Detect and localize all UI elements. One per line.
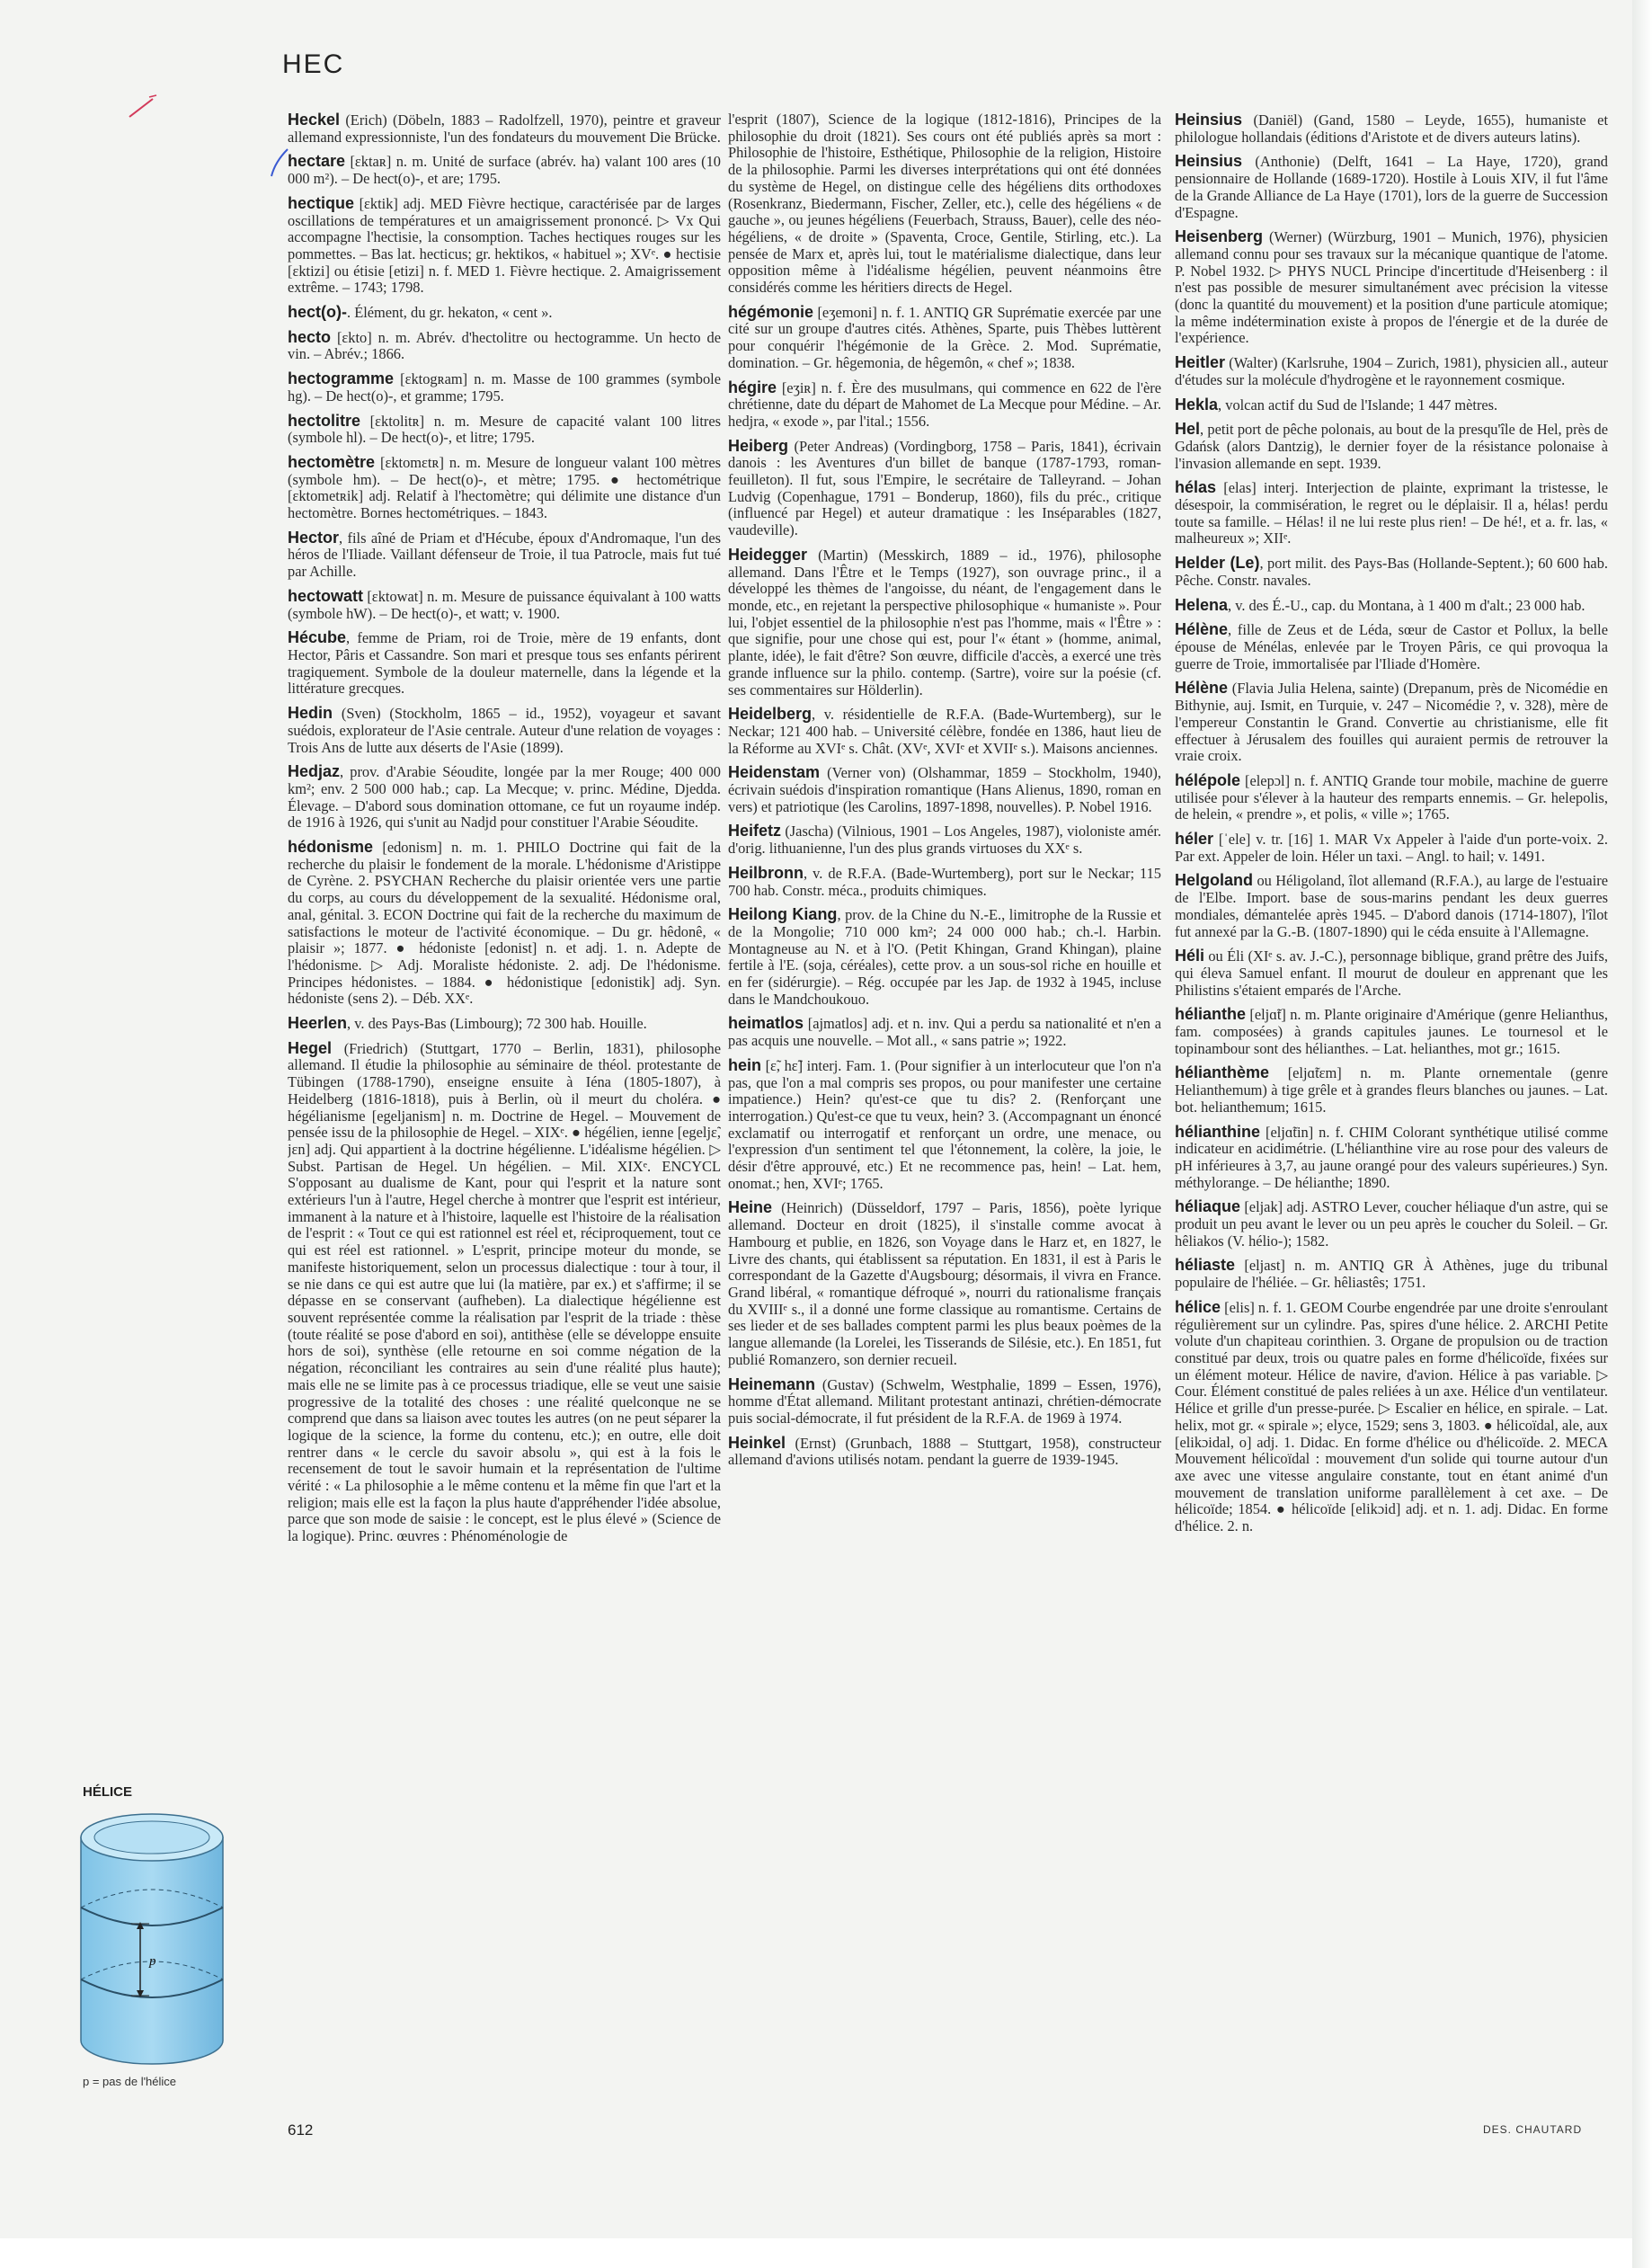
dictionary-entry: [288, 454, 721, 522]
entry-text: [ˈele] v. tr. [16] 1. MAR Vx Appeler à l'aide d'un porte-voix. 2. Par ext. Appeler de loin. Héler un taxi. – Angl. to hail; v. 1491.: [1175, 831, 1608, 865]
dictionary-entry: [288, 370, 721, 405]
page-edge: [1632, 0, 1652, 2268]
entry-headword: Hedin: [288, 704, 333, 723]
entry-headword: Heinkel: [728, 1433, 786, 1452]
figure-title: HÉLICE: [83, 1784, 133, 1800]
dictionary-entry: [1175, 831, 1608, 865]
entry-headword: Hedjaz: [288, 762, 341, 781]
dictionary-entry: [728, 906, 1161, 1008]
entry-headword: hélianthème: [1175, 1063, 1270, 1082]
entry-text: [ɛktogʀam] n. m. Masse de 100 grammes (symbole hg). – De hect(o)-, et gramme; 1795.: [288, 370, 721, 405]
entry-text: [eljak] adj. ASTRO Lever, coucher héliaque d'un astre, qui se produit un peu avant le lever ou un peu après le coucher du Soleil. – Gr. hêliakos (V. hélio-); 1582.: [1175, 1198, 1608, 1250]
entry-headword: hédonisme: [288, 838, 374, 857]
entry-text: [elas] interj. Interjection de plainte, exprimant la tristesse, le désespoir, la commisération, le regret ou le déplaisir. Il a, hélas! perdu toute sa famille. – Hélas! il ne lui reste plus rien! – De hé!, et a. fr. las, « malheureux »; XIIᵉ.: [1175, 479, 1608, 547]
entry-text: [ɛktik] adj. MED Fièvre hectique, caractérisée par de larges oscillations de températures et un amaigrissement prononcé. ▷ Vx Qui accompagne l'hectisie, la consomption. Taches hectiques rouges sur les pommettes. – Bas lat. hecticus; gr. hektikos, « habituel »; XVᵉ. ● hectisie [ɛktizi] ou étisie [etizi] n. f. MED 1. Fièvre hectique. 2. Amaigrissement extrême. – 1743; 1798.: [288, 194, 721, 297]
entry-text: [eljast] n. m. ANTIQ GR À Athènes, juge du tribunal populaire de l'héliée. – Gr. hêliastês; 1751.: [1175, 1257, 1608, 1292]
dictionary-entry: [1175, 597, 1608, 615]
entry-headword: hectare: [288, 152, 346, 171]
entry-headword: Heidelberg: [728, 705, 813, 724]
entry-headword: hecto: [288, 327, 332, 346]
entry-headword: héler: [1175, 830, 1214, 849]
column-2: [728, 111, 1161, 2098]
entry-headword: hélépole: [1175, 770, 1241, 789]
entry-headword: hectolitre: [288, 411, 361, 430]
dictionary-entry: [728, 1057, 1161, 1193]
entry-headword: hégire: [728, 378, 777, 396]
entry-headword: Hécube: [288, 628, 347, 647]
entry-text: [ajmatlos] adj. et n. inv. Qui a perdu sa nationalité et n'en a pas acquis une nouvelle. – Mot all., « sans patrie »; 1922.: [728, 1015, 1161, 1050]
entry-text: . Élément, du gr. hekaton, « cent ».: [347, 304, 553, 322]
dictionary-entry: [1175, 228, 1608, 347]
entry-headword: Heinsius: [1175, 111, 1243, 129]
entry-text: (Sven) (Stockholm, 1865 – id., 1952), voyageur et savant suédois, explorateur de l'Asie centrale. Auteur d'une relation de voyages : Trois Ans de lutte aux déserts de l'Asie (1899).: [288, 705, 721, 756]
entry-text: ou Héligoland, îlot allemand (R.F.A.), au large de l'estuaire de l'Elbe. Import. base de sous-marins pendant les deux guerres mondiales, démantelée après 1945. – D'abord danois (1714-1807), l'îlot fut annexé par la G.-B. (1807-1890) qui le céda ensuite à l'Allemagne.: [1175, 872, 1608, 940]
dictionary-entry: [1175, 421, 1608, 472]
entry-headword: hectomètre: [288, 452, 376, 471]
entry-text: , v. de R.F.A. (Bade-Wurtemberg), port sur le Neckar; 115 700 hab. Constr. méca., produits chimiques.: [728, 864, 1161, 899]
entry-headword: Heerlen: [288, 1014, 348, 1033]
dictionary-entry: [1175, 1257, 1608, 1291]
entry-headword: Heisenberg: [1175, 227, 1264, 246]
entry-headword: hein: [728, 1055, 762, 1074]
entry-text: (Daniël) (Gand, 1580 – Leyde, 1655), humaniste et philologue hollandais (éditions d'Aristote et de divers auteurs latins).: [1175, 111, 1608, 146]
entry-text: , v. des É.-U., cap. du Montana, à 1 400 m d'alt.; 23 000 hab.: [1228, 596, 1585, 614]
column-3: [1175, 111, 1608, 2098]
dictionary-entry: [288, 111, 721, 146]
entry-text: , port milit. des Pays-Bas (Hollande-Septent.); 60 600 hab. Pêche. Constr. navales.: [1175, 555, 1608, 589]
entry-text: (Ernst) (Grunbach, 1888 – Stuttgart, 1958), constructeur allemand d'avions utilisés notam. pendant la guerre de 1939-1945.: [728, 1434, 1161, 1469]
dictionary-entry: [1175, 772, 1608, 823]
entry-text: (Gustav) (Schwelm, Westphalie, 1899 – Essen, 1976), homme d'État allemand. Militant protestant antinazi, chrétien-démocrate puis social-démocrate, il fut président de la R.F.A. de 1969 à 1974.: [728, 1375, 1161, 1427]
entry-text: [ɛ̃, hɛ̃] interj. Fam. 1. (Pour signifier à un interlocuteur que l'on n'a pas, que l'on a mal compris ses propos, ou pour manifester une certaine impatience.) Hein? qu'est-ce que tu dis? 2. (Renforçant une interrogation.) Qu'est-ce que tu veux, hein? 3. (Accompagnant un énoncé exclamatif ou interrogatif et renforçant un ordre, une menace, ou l'expression d'un sentiment tel que l'étonnement, la colère, la joie, le désir d'être approuvé, etc.) Et ne recommence pas, hein! – Lat. hem, onomat.; hen, XVIᵉ; 1765.: [728, 1056, 1161, 1192]
dictionary-entry: [288, 629, 721, 698]
entry-headword: Heidegger: [728, 545, 808, 564]
entry-text: (Verner von) (Olshammar, 1859 – Stockholm, 1940), écrivain suédois d'inspiration romantique (Hans Alienus, 1890, roman en vers) et patriotique (les Carolins, 1897-1898, nouvelles). P. Nobel 1916.: [728, 764, 1161, 815]
entry-text: [eʒiʀ] n. f. Ère des musulmans, qui commence en 622 de l'ère chrétienne, date du départ de Mahomet de La Mecque pour Médine. – Ar. hedjra, « exode », par l'ital.; 1556.: [728, 378, 1161, 430]
entry-headword: hectique: [288, 193, 355, 212]
dictionary-entry: [1175, 1299, 1608, 1535]
dictionary-entry: [728, 111, 1161, 297]
entry-headword: hectogramme: [288, 369, 395, 388]
entry-headword: Hel: [1175, 420, 1201, 439]
entry-text: , prov. d'Arabie Séoudite, longée par la mer Rouge; 400 000 km²; env. 2 500 000 hab.; cap. La Mecque; v. princ. Médine, Djedda. Élevage. – D'abord sous domination ottomane, ce fut un royaume indép. de 1916 à 1926, qui s'unit au Nadjd pour constituer l'Arabie Séoudite.: [288, 763, 721, 832]
entry-headword: Heilbronn: [728, 863, 804, 882]
entry-headword: Heinemann: [728, 1374, 816, 1393]
illustration-credit: DES. CHAUTARD: [1483, 2123, 1583, 2136]
pen-mark-icon: [126, 90, 162, 126]
entry-headword: Heckel: [288, 111, 341, 129]
entry-headword: hect(o)-: [288, 303, 347, 322]
entry-text: [ɛkto] n. m. Abrév. d'hectolitre ou hectogramme. Un hecto de vin. – Abrév.; 1866.: [288, 328, 721, 363]
entry-headword: hélianthine: [1175, 1122, 1261, 1141]
dictionary-entry: [1175, 111, 1608, 146]
entry-text: , v. résidentielle de R.F.A. (Bade-Wurtemberg), sur le Neckar; 121 400 hab. – Université célèbre, fondée en 1386, haut lieu de la Réforme au XVIᵉ s. Chât. (XVᵉ, XVIᵉ et XVIIᵉ s.). Maisons anciennes.: [728, 706, 1161, 757]
dictionary-entry: [728, 1015, 1161, 1049]
entry-text: , petit port de pêche polonais, au bout de la presqu'île de Hel, près de Gdańsk (alors Dantzig), le dernier foyer de la résistance polonaise à l'invasion allemande en sept. 1939.: [1175, 421, 1608, 472]
dictionary-entry: [728, 865, 1161, 899]
dictionary-entry: [1175, 947, 1608, 999]
entry-text: (Walter) (Karlsruhe, 1904 – Zurich, 1981), physicien all., auteur d'études sur la molécule d'hydrogène et le rayonnement cosmique.: [1175, 354, 1608, 388]
entry-headword: Hector: [288, 528, 340, 547]
dictionary-entry: [1175, 872, 1608, 940]
entry-text: (Erich) (Döbeln, 1883 – Radolfzell, 1970), peintre et graveur allemand expressionniste, l'un des fondateurs du mouvement Die Brücke.: [288, 111, 721, 146]
entry-headword: héliaste: [1175, 1256, 1236, 1275]
entry-headword: Heiberg: [728, 436, 789, 455]
dictionary-entry: [288, 1015, 721, 1033]
dictionary-entry: [288, 195, 721, 297]
entry-text: , volcan actif du Sud de l'Islande; 1 447 mètres.: [1218, 396, 1498, 414]
entry-headword: Heifetz: [728, 822, 782, 840]
entry-text: (Friedrich) (Stuttgart, 1770 – Berlin, 1831), philosophe allemand. Il étudie la philosophie au séminaire de théol. protestante de Tübingen (1788-1790), enseigne ensuite à Iéna (1805-1807), à Heidelberg (1816-1818), puis à Berlin, où il meurt du choléra. ● hégélianisme [egeljanism] n. m. Doctrine de Hegel. – Mouvement de pensée issu de la philosophie de Hegel. – XIXᵉ. ● hégélien, ienne [egeljɛ̃, jɛn] adj. Qui appartient à la doctrine hégélienne. L'idéalisme hégélien. ▷ Subst. Partisan de Hegel. Un hégélien. – Mil. XIXᵉ. ENCYCL S'opposant au dualisme de Kant, pour qui l'esprit et la nature sont extérieurs l'un à l'autre, Hegel cherche à montrer que l'esprit est intérieur, immanent à la nature et à l'histoire, laquelle est l'histoire de la réalisation de l'esprit : « Tout ce qui est rationnel est réel et, réciproquement, tout ce qui est réel est rationnel. » L'esprit, principe moteur du monde, se manifeste historiquement, selon un processus dialectique : tour à tour, il se nie dans ce qui est autre que lui (la matière, par ex.) et s'affirme; il se dépasse en se conservant (aufheben). La dialectique hégélienne est souvent représentée comme la réalisation par l'esprit de la triade : thèse (toute réalité se pose d'abord en soi), antithèse (elle se développe ensuite hors de soi), synthèse (elle retourne en soi comme négation de la négation, réconciliant les contraires au sein d'une réalité plus haute); mais elle ne se limite pas à ce processus triadique, elle se veut une saisie progressive de la totalité des choses : une réalité quelconque ne se comprend que dans sa liaison avec toutes les autres (on ne peut séparer la logique de la science, la forme du contenu, etc.); en outre, elle doit rentrer dans « le cercle du savoir absolu », qui est à la fois le recensement de tout le savoir humain et la représentation de l'ultime vérité : « La philosophie a le même contenu et la même fin que l'art et la religion; mais elle est la façon la plus haute d'appréhender l'idée absolue, parce que son mode de saisie : le concept, est le plus élevé » (Science de la logique). Princ. œuvres : Phénoménologie de: [288, 1039, 721, 1545]
dictionary-entry: [288, 413, 721, 447]
entry-text: (Jascha) (Vilnious, 1901 – Los Angeles, 1987), violoniste amér. d'orig. lithuanienne, l'un des plus grands virtuoses du XXᵉ s.: [728, 823, 1161, 858]
entry-headword: Hélène: [1175, 620, 1229, 639]
entry-headword: hégémonie: [728, 302, 814, 321]
entry-text: , v. des Pays-Bas (Limbourg); 72 300 hab. Houille.: [347, 1015, 647, 1033]
dictionary-entry: [1175, 396, 1608, 414]
dictionary-entry: [728, 1376, 1161, 1428]
entry-headword: hélas: [1175, 478, 1217, 497]
entry-headword: Hélène: [1175, 679, 1229, 698]
entry-text: [eljɑ̃tin] n. f. CHIM Colorant synthétique utilisé comme indicateur en acidimétrie. (L'hélianthine vire au rose pour des valeurs de pH inférieures à 3,7, au jaune orangé pour des valeurs supérieures.) Syn. méthylorange. – De hélianthe; 1890.: [1175, 1123, 1608, 1191]
entry-text: l'esprit (1807), Science de la logique (1812-1816), Principes de la philosophie du droit (1821). Ses cours ont été publiés après sa mort : Philosophie de l'histoire, Esthétique, Philosophie de la religion, Histoire de la philosophie. Parmi les diverses interprétations qui ont été données du système de Hegel, on distingue celle des hégéliens dits orthodoxes (Rosenkranz, Biedermann, Fischer, Zeller, etc.), celle des hégéliens « de gauche », ou jeunes hégéliens (Feuerbach, Strauss, Bauer), celle des néo-hégéliens, « de droite » (Spaventa, Croce, Gentile, Stirling, etc.). La pensée de Marx et, après lui, tout le matérialisme dialectique, dans leur opposition même à l'idéalisme hégélien, peuvent néanmoins être considérés comme les héritiers directs de Hegel.: [728, 111, 1161, 297]
entry-text: [elepɔl] n. f. ANTIQ Grande tour mobile, machine de guerre utilisée pour s'élever à la hauteur des remparts ennemis. – Gr. helepolis, de helein, « prendre », et polis, « ville »; 1765.: [1175, 771, 1608, 823]
dictionary-entry: [288, 329, 721, 363]
entry-text: [ɛktaʀ] n. m. Unité de surface (abrév. ha) valant 100 ares (10 000 m²). – De hect(o)-, et are; 1795.: [288, 153, 721, 188]
entry-headword: Hekla: [1175, 395, 1219, 414]
entry-text: [eljɑ̃t] n. m. Plante originaire d'Amérique (genre Helianthus, fam. composées) à grands capitules jaunes. Le tournesol et le topinambour sont des hélianthes. – Lat. helianthes, mot gr.; 1615.: [1175, 1006, 1608, 1057]
entry-headword: Heitler: [1175, 353, 1226, 372]
entry-headword: Heinsius: [1175, 152, 1243, 171]
entry-headword: Helgoland: [1175, 871, 1254, 890]
dictionary-entry: [728, 547, 1161, 698]
dictionary-entry: [1175, 555, 1608, 589]
entry-headword: Helder (Le): [1175, 554, 1260, 573]
dictionary-entry: [1175, 1006, 1608, 1057]
dictionary-entry: [288, 588, 721, 622]
entry-headword: hélianthe: [1175, 1005, 1247, 1024]
dictionary-entry: [728, 379, 1161, 431]
dictionary-entry: [728, 1435, 1161, 1469]
entry-text: (Heinrich) (Düsseldorf, 1797 – Paris, 1856), poète lyrique allemand. Docteur en droit (1825), il s'installe comme avocat à Hambourg et publie, en 1826, son Voyage dans le Harz et, en 1827, le Livre des chants, qui établissent sa réputation. En 1831, il est à Paris le correspondant de la Gazette d'Augsbourg; désormais, il vivra en France. Grand libéral, « romantique défroqué », nourri du rationalisme français du XVIIIᵉ s., il a donné une forme classique au romantisme. Certains de ses lieder et de ses ballades comptent parmi les plus beaux poèmes de la langue allemande (la Lorelei, les Tisserands de Silésie, etc.). En 1851, fut publié Romanzero, son dernier recueil.: [728, 1199, 1161, 1368]
entry-text: [edonism] n. m. 1. PHILO Doctrine qui fait de la recherche du plaisir le fondement de la morale. L'hédonisme d'Aristippe de Cyrène. 2. PSYCHAN Recherche du plaisir orientée vers une partie du corps, au cours du développement de la sexualité. Hédonisme oral, anal, génital. 3. ECON Doctrine qui fait de la recherche du maximum de satisfactions le moteur de l'activité économique. – Du gr. hêdonê, « plaisir »; 1877. ● hédoniste [edonist] n. et adj. 1. n. Adepte de l'hédonisme. ▷ Adj. Moraliste hédoniste. 2. adj. De l'hédonisme. Principes hédonistes. – 1884. ● hédonistique [edonistik] adj. Syn. hédoniste (sens 2). – Déb. XXᵉ.: [288, 839, 721, 1008]
entry-text: , fils aîné de Priam et d'Hécube, époux d'Andromaque, l'un des héros de l'Iliade. Vaillant défenseur de Troie, il tua Patrocle, mais fut tué par Achille.: [288, 529, 721, 581]
dictionary-entry: [728, 438, 1161, 539]
entry-headword: heimatlos: [728, 1014, 804, 1033]
dictionary-entry: [1175, 1064, 1608, 1116]
entry-headword: Heilong Kiang: [728, 905, 838, 924]
dictionary-entry: [728, 1199, 1161, 1368]
entry-text: (Flavia Julia Helena, sainte) (Drepanum, près de Nicomédie en Bithynie, auj. Ismit, en Turquie, v. 247 – Nicomédie ?, v. 328), mère de l'empereur Constantin le Grand. Convertie au christianisme, elle fit effectuer à Jérusalem des fouilles qui auraient permis de retrouver la vraie croix.: [1175, 680, 1608, 765]
entry-text: [eljɑ̃tɛm] n. m. Plante ornementale (genre Helianthemum) à tige grêle et à grandes fleurs blanches ou jaunes. – Lat. bot. helianthemum; 1615.: [1175, 1064, 1608, 1116]
entry-text: , fille de Zeus et de Léda, sœur de Castor et Pollux, la belle épouse de Ménélas, enlevée par le Troyen Pâris, ce qui provoqua la guerre de Troie, immortalisée par l'Iliade d'Homère.: [1175, 621, 1608, 672]
entry-text: [elis] n. f. 1. GEOM Courbe engendrée par une droite s'enroulant régulièrement sur un cylindre. Pas, spires d'une hélice. 2. ARCHI Petite volute d'un chapiteau corinthien. 3. Organe de propulsion ou de traction constitué par deux, trois ou quatre pales en forme d'hélicoïde, fixées sur un élément moteur. Hélice de navire, d'avion. Hélice à pas variable. ▷ Cour. Élément constitué de pales reliées à un axe. Hélice d'un ventilateur. Hélice et grille d'un presse-purée. ▷ Escalier en hélice, en spirale. – Lat. helix, mot gr. « spirale »; elyce, 1529; sens 3, 1803. ● hélicoïdal, ale, aux [elikɔidal, o] adj. 1. Didac. En forme d'hélice ou d'hélicoïde. 2. MECA Mouvement hélicoïdal : mouvement d'un solide qui tourne autour d'un axe avec une vitesse angulaire constante, tout en étant animé d'un mouvement de translation uniforme parallèlement à cet axe. – De hélicoïde; 1854. ● hélicoïde [elikɔid] adj. et n. 1. adj. Didac. En forme d'hélice. 2. n.: [1175, 1298, 1608, 1535]
entry-headword: hélice: [1175, 1297, 1221, 1316]
dictionary-entry: [1175, 621, 1608, 672]
entry-text: (Anthonie) (Delft, 1641 – La Haye, 1720), grand pensionnaire de Hollande (1689-1720). Hostile à Louis XIV, il fut l'âme de la Grande Alliance de La Haye (1701), lors de la guerre de Succession d'Espagne.: [1175, 153, 1608, 221]
dictionary-entry: [1175, 354, 1608, 388]
dictionary-entry: [288, 304, 721, 322]
entry-text: ou Éli (XIᵉ s. av. J.-C.), personnage biblique, grand prêtre des Juifs, qui éleva Samuel enfant. Il mourut de douleur en apprenant que les Philistins s'étaient emparés de l'Arche.: [1175, 947, 1608, 999]
entry-text: [ɛktolitʀ] n. m. Mesure de capacité valant 100 litres (symbole hl). – De hect(o)-, et litre; 1795.: [288, 412, 721, 447]
entry-headword: Heidenstam: [728, 763, 821, 782]
entry-headword: Héli: [1175, 947, 1205, 965]
dictionary-entry: [288, 705, 721, 756]
dictionary-entry: [288, 153, 721, 187]
figure-caption: p = pas de l'hélice: [83, 2075, 177, 2088]
pitch-label: p: [149, 1954, 156, 1969]
dictionary-entry: [1175, 1198, 1608, 1250]
entry-text: , femme de Priam, roi de Troie, mère de 19 enfants, dont Hector, Pâris et Cassandre. Son mari et presque tous ses enfants périrent tragiquement. Symbole de la douleur maternelle, dans la légende et la littérature grecques.: [288, 629, 721, 698]
entry-text: [ɛktowat] n. m. Mesure de puissance équivalant à 100 watts (symbole hW). – De hect(o)-, et watt; v. 1900.: [288, 587, 721, 622]
dictionary-entry: [288, 839, 721, 1008]
entry-headword: hectowatt: [288, 586, 364, 605]
dictionary-entry: [1175, 153, 1608, 221]
dictionary-entry: [728, 764, 1161, 815]
dictionary-entry: [728, 823, 1161, 857]
entry-headword: Helena: [1175, 595, 1229, 614]
column-1: [288, 111, 721, 2098]
dictionary-entry: [1175, 680, 1608, 765]
entry-text: (Peter Andreas) (Vordingborg, 1758 – Paris, 1841), écrivain danois : les Aventures d'un billet de banque (1787-1793, roman-feuilleton). Il fut, sous l'Empire, le secrétaire de Talleyrand. – Johan Ludvig (Copenhague, 1791 – Bonderup, 1860), fils du préc., critique (influencé par Hegel) et auteur dramatique : les Inséparables (1827, vaudeville).: [728, 437, 1161, 539]
entry-headword: Hegel: [288, 1038, 333, 1057]
dictionary-entry: [288, 529, 721, 581]
entry-text: [ɛktomɛtʀ] n. m. Mesure de longueur valant 100 mètres (symbole hm). – De hect(o)-, et mètre; 1795. ● hectométrique [ɛktometʀik] adj. Relatif à l'hectomètre; qui délimite une distance d'un hectomètre. Bornes hectométriques. – 1843.: [288, 453, 721, 522]
page-number: 612: [288, 2121, 314, 2139]
dictionary-entry: [1175, 479, 1608, 547]
dictionary-entry: [1175, 1124, 1608, 1192]
helix-cylinder-icon: [77, 1809, 226, 2069]
entry-text: (Martin) (Messkirch, 1889 – id., 1976), philosophe allemand. Dans l'Être et le Temps (1927), son ouvrage princ., il a développé les thèmes de l'angoisse, du néant, de l'engagement dans le monde, etc., en rejetant la perspective philosophique « humaniste ». Pour lui, l'objet essentiel de la philosophie n'est pas l'homme, mais « l'Être » : que signifie, pour une chose qui est, pour l'« étant » (homme, animal, plante, idée), le fait d'être? Son œuvre, difficile d'accès, a exercé une très grande influence sur la philo. contemp. (Sartre), voire sur la poésie (cf. ses commentaires sur Hölderlin).: [728, 546, 1161, 698]
running-head: HEC: [282, 49, 345, 79]
entry-text: , prov. de la Chine du N.-E., limitrophe de la Russie et de la Mongolie; 710 000 km²; 24 000 000 hab.; ch.-l. Harbin. Montagneuse au N. et à l'O. (Petit Khingan, Grand Khingan), plaine fertile à l'E. (soja, céréales), cette prov. a un sous-sol riche en houille et en fer (sidérurgie). – Rég. occupée par les Jap. de 1932 à 1945, incluse dans le Mandchoukouo.: [728, 906, 1161, 1008]
dictionary-entry: [728, 304, 1161, 372]
entry-text: (Werner) (Würzburg, 1901 – Munich, 1976), physicien allemand connu pour ses travaux sur la mécanique quantique de l'atome. P. Nobel 1932. ▷ PHYS NUCL Principe d'incertitude d'Heisenberg : il n'est pas possible de mesurer simultanément avec précision la vitesse (donc la quantité du mouvement) et la position d'une particule atomique; la même indétermination existe à propos de l'énergie et de la durée de l'expérience.: [1175, 228, 1608, 347]
entry-headword: héliaque: [1175, 1197, 1241, 1216]
entry-headword: Heine: [728, 1198, 773, 1217]
dictionary-entry: [728, 706, 1161, 757]
helix-figure: [77, 1784, 226, 2099]
dictionary-entry: [288, 1040, 721, 1545]
entry-text: [eʒemoni] n. f. 1. ANTIQ GR Suprématie exercée par une cité sur un groupe d'autres cités. Athènes, Sparte, puis Thèbes luttèrent pour conquérir l'hégémonie de la Grèce. 2. Mod. Suprématie, domination. – Gr. hêgemonia, de hêgemôn, « chef »; 1838.: [728, 303, 1161, 371]
dictionary-entry: [288, 763, 721, 832]
